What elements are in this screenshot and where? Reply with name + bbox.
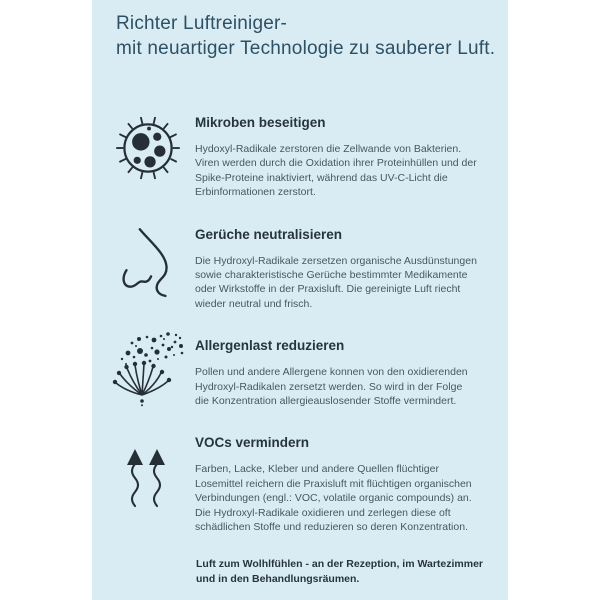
section-heading: Mikroben beseitigen — [195, 115, 326, 130]
section-text-microbes — [195, 107, 477, 200]
nose-icon — [104, 219, 192, 300]
section-microbes — [92, 107, 508, 200]
section-odors — [92, 219, 508, 312]
section-text-odors — [195, 219, 477, 312]
section-body: Farben, Lacke, Kleber und andere Quellen flüchtiger Losemittel reichern die Praxisluft mit flüchtigen organischen Verbindungen (engl.: VOC, volatile organic compounds) an. Die Hydroxyl-Radikale oxidieren und zerlegen diese oft schädlichen Stoffe und reduzieren so deren Konzentration. — [195, 463, 472, 534]
section-text-vocs — [195, 427, 477, 534]
flyer-panel — [92, 0, 508, 600]
dandelion-icon — [104, 330, 192, 407]
microbe-icon — [104, 107, 192, 186]
section-heading: VOCs vermindern — [195, 435, 310, 451]
voc-arrows-icon — [104, 427, 192, 512]
page-title-line2: mit neuartiger Technologie zu sauberer Luft. — [116, 38, 496, 59]
section-body: Die Hydroxyl-Radikale zersetzen organische Ausdünstungen sowie charakteristische Gerüche bestimmter Medikamente oder Wirkstoffe in der Praxisluft. Die gereinigte Luft riecht wieder neutral und frisch. — [195, 254, 477, 310]
section-text-allergens — [195, 330, 477, 408]
section-allergens — [92, 330, 508, 408]
section-vocs — [92, 427, 508, 534]
footer-note: Luft zum Wolhlfühlen - an der Rezeption, im Wartezimmer und in den Behandlungsräumen. — [196, 558, 484, 585]
section-list — [92, 107, 508, 535]
page-title — [116, 11, 508, 61]
section-body: Hydoxyl-Radikale zerstoren die Zellwande von Bakterien. Viren werden durch die Oxidation ihrer Proteinhüllen und der Spike-Proteine inaktiviert, während das UV-C-Licht die Erbinformationen zerstort. — [195, 143, 477, 199]
page-title-line1: Richter Luftreiniger- — [116, 13, 288, 34]
section-body: Pollen und andere Allergene konnen von den oxidierenden Hydroxyl-Radikalen zersetzt werden. So wird in der Folge die Konzentration allergieauslosender Stoffe vermindert. — [195, 366, 468, 408]
section-heading: Allergenlast reduzieren — [195, 338, 345, 354]
section-heading: Gerüche neutralisieren — [195, 226, 343, 242]
